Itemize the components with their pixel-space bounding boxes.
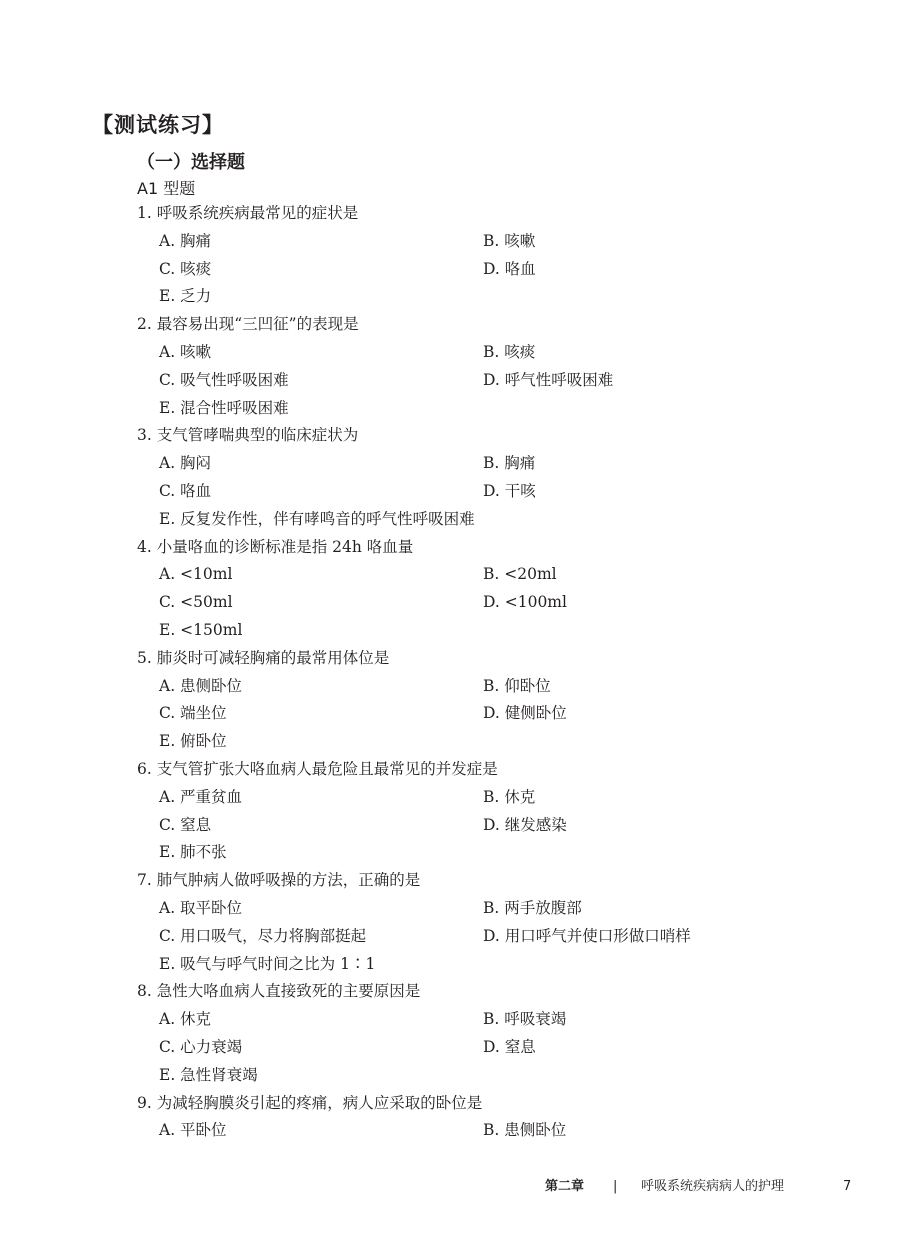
answer-option: B. 呼吸衰竭 — [483, 1010, 567, 1029]
option-row — [137, 367, 837, 395]
option-row — [137, 256, 837, 284]
option-row — [137, 1006, 837, 1034]
answer-option: C. 用口吸气，尽力将胸部挺起 — [159, 926, 367, 945]
answer-option: A. 休克 — [159, 1010, 212, 1029]
answer-option: E. 混合性呼吸困难 — [159, 398, 289, 417]
section-title: 【测试练习】 — [92, 113, 224, 137]
option-row — [137, 283, 837, 311]
option-row — [137, 812, 837, 840]
answer-option: B. 患侧卧位 — [483, 1121, 567, 1140]
answer-option: B. 胸痛 — [483, 454, 536, 473]
question-stem: 4. 小量咯血的诊断标准是指 24h 咯血量 — [137, 537, 414, 556]
answer-option: D. 继发感染 — [483, 815, 567, 834]
question-stem: 7. 肺气肿病人做呼吸操的方法，正确的是 — [137, 871, 421, 890]
question-stem: 2. 最容易出现“三凹征”的表现是 — [137, 315, 359, 334]
answer-option: D. 咯血 — [483, 259, 536, 278]
option-row — [137, 700, 837, 728]
answer-option: C. 咯血 — [159, 481, 212, 500]
option-row — [137, 450, 837, 478]
answer-option: C. 吸气性呼吸困难 — [159, 370, 289, 389]
option-row — [137, 478, 837, 506]
option-row — [137, 895, 837, 923]
answer-option: C. <50ml — [159, 593, 233, 612]
answer-option: E. 肺不张 — [159, 843, 227, 862]
option-row — [137, 923, 837, 951]
answer-option: A. 胸痛 — [159, 231, 212, 250]
answer-option: B. <20ml — [483, 565, 557, 584]
footer-chapter: 第二章 — [545, 1179, 585, 1194]
answer-option: B. 仰卧位 — [483, 676, 551, 695]
answer-option: B. 两手放腹部 — [483, 898, 582, 917]
question-stem: 6. 支气管扩张大咯血病人最危险且最常见的并发症是 — [137, 759, 498, 778]
answer-option: E. 急性肾衰竭 — [159, 1065, 258, 1084]
answer-option: B. 咳痰 — [483, 342, 536, 361]
option-row — [137, 728, 837, 756]
footer-chapter-title: 呼吸系统疾病病人的护理 — [641, 1179, 785, 1194]
answer-option: B. 咳嗽 — [483, 231, 536, 250]
question-stem: 8. 急性大咯血病人直接致死的主要原因是 — [137, 982, 421, 1001]
answer-option: A. 严重贫血 — [159, 787, 243, 806]
option-row — [137, 506, 837, 534]
question-stem: 5. 肺炎时可减轻胸痛的最常用体位是 — [137, 648, 390, 667]
page-number: 7 — [843, 1179, 852, 1194]
question-stem: 3. 支气管哮喘典型的临床症状为 — [137, 426, 359, 445]
answer-option: A. 胸闷 — [159, 454, 212, 473]
answer-option: D. 呼气性呼吸困难 — [483, 370, 614, 389]
option-row — [137, 339, 837, 367]
answer-option: C. 心力衰竭 — [159, 1037, 243, 1056]
answer-option: E. 反复发作性，伴有哮鸣音的呼气性呼吸困难 — [159, 509, 475, 528]
answer-option: E. 吸气与呼气时间之比为 1∶1 — [159, 954, 376, 973]
answer-option: A. <10ml — [159, 565, 233, 584]
answer-option: D. 用口呼气并使口形做口哨样 — [483, 926, 691, 945]
footer-separator: | — [613, 1179, 618, 1194]
option-row — [137, 589, 837, 617]
question-stem: 9. 为减轻胸膜炎引起的疼痛，病人应采取的卧位是 — [137, 1093, 483, 1112]
option-row — [137, 228, 837, 256]
answer-option: C. 窒息 — [159, 815, 212, 834]
option-row — [137, 1117, 837, 1145]
option-row — [137, 561, 837, 589]
option-row — [137, 839, 837, 867]
answer-option: C. 端坐位 — [159, 704, 227, 723]
answer-option: D. <100ml — [483, 593, 567, 612]
option-row — [137, 1034, 837, 1062]
answer-option: D. 干咳 — [483, 481, 536, 500]
option-row — [137, 784, 837, 812]
answer-option: E. <150ml — [159, 620, 243, 639]
answer-option: E. 俯卧位 — [159, 732, 227, 751]
question-stem: 1. 呼吸系统疾病最常见的症状是 — [137, 204, 359, 222]
answer-option: E. 乏力 — [159, 287, 212, 306]
subsection-title: （一）选择题 — [137, 152, 245, 173]
answer-option: D. 健侧卧位 — [483, 704, 567, 723]
option-row — [137, 951, 837, 979]
answer-option: A. 咳嗽 — [159, 342, 212, 361]
option-row — [137, 673, 837, 701]
answer-option: A. 平卧位 — [159, 1121, 227, 1140]
answer-option: A. 取平卧位 — [159, 898, 243, 917]
option-row — [137, 617, 837, 645]
question-type-label: A1 型题 — [137, 179, 196, 198]
answer-option: A. 患侧卧位 — [159, 676, 243, 695]
question-list — [137, 200, 837, 1145]
option-row — [137, 395, 837, 423]
answer-option: D. 窒息 — [483, 1037, 536, 1056]
option-row — [137, 1062, 837, 1090]
answer-option: C. 咳痰 — [159, 259, 212, 278]
answer-option: B. 休克 — [483, 787, 536, 806]
